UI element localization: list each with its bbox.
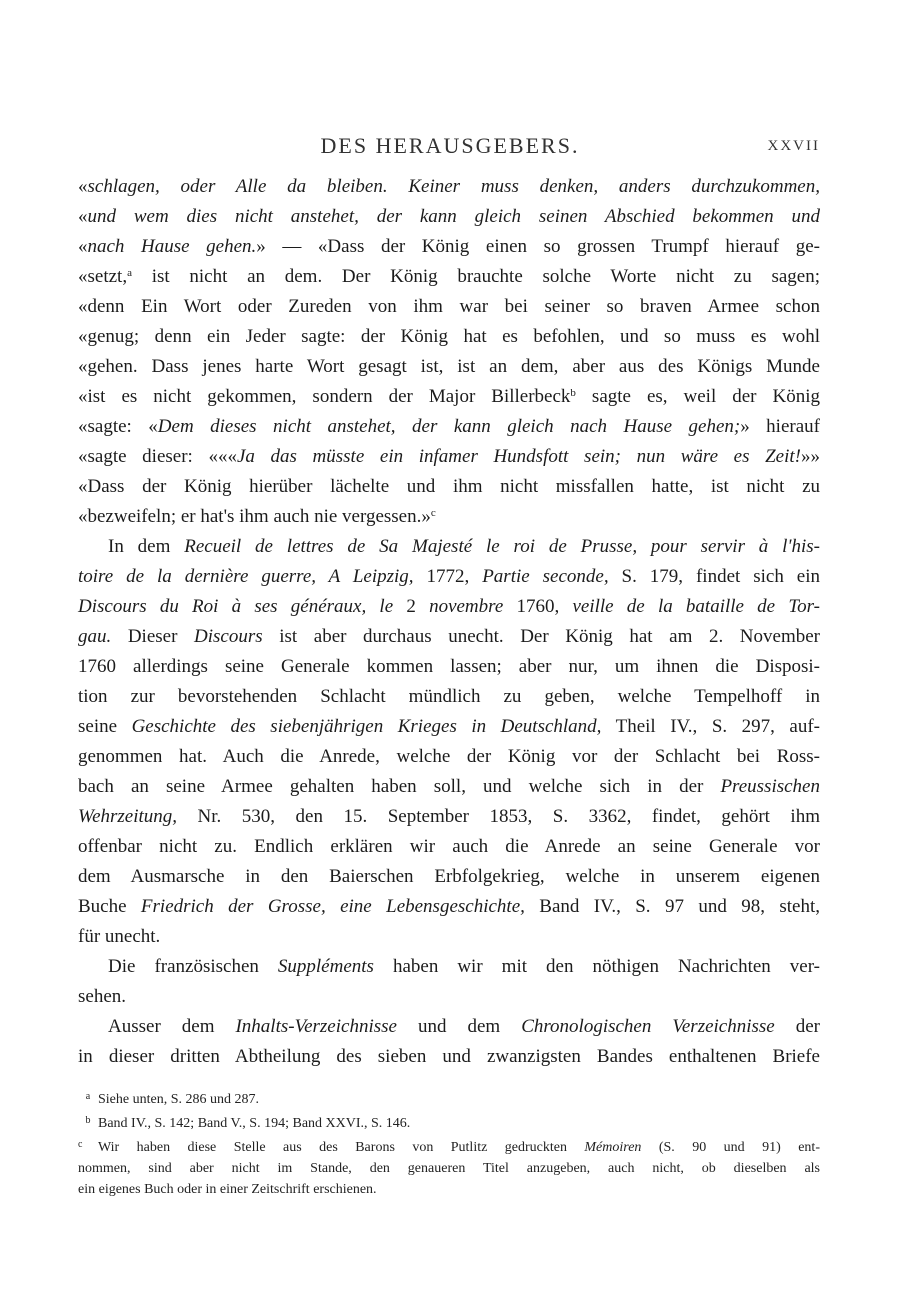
text-line: toire de la dernière guerre, A Leipzig, 1772, Partie seconde, S. 179, findet sich ein [78, 566, 821, 587]
text-line: offenbar nicht zu. Endlich erklären wir auch die Anrede an seine Generale vor [78, 836, 820, 857]
text-line: gau. Dieser Discours ist aber durchaus unecht. Der König hat am 2. November [78, 626, 820, 647]
paragraph-quote [78, 172, 820, 532]
text-line: Ausser dem Inhalts-Verzeichnisse und dem Chronologischen Verzeichnisse der [108, 1016, 820, 1037]
text-line: in dieser dritten Abtheilung des sieben und zwanzigsten Bandes enthaltenen Briefe [78, 1046, 820, 1067]
text-line: «setzt,$^a$ ist nicht an dem. Der König brauchte solche Worte nicht zu sagen; [78, 266, 820, 287]
text-line: dem Ausmarsche in den Baierschen Erbfolgekrieg, welche in unserem eigenen [78, 866, 820, 887]
text-line: «sagte: «Dem dieses nicht anstehet, der kann gleich nach Hause gehen;» hierauf [78, 416, 820, 437]
footnote-a: a Siehe unten, S. 286 und 287. [78, 1086, 820, 1110]
text-line: «genug; denn ein Jeder sagte: der König hat es befohlen, und so muss es wohl [78, 326, 820, 347]
text-line: «nach Hause gehen.» — «Dass der König einen so grossen Trumpf hierauf ge- [78, 236, 820, 257]
text-line: sehen. [78, 986, 127, 1007]
running-head-title: DES HERAUSGEBERS. [320, 133, 580, 158]
text-line: «bezweifeln; er hat's ihm auch nie vergessen.»$^c$ [78, 506, 436, 527]
footnote-ref-a: a [127, 267, 132, 279]
text-line: «und wem dies nicht anstehet, der kann gleich seinen Abschied bekommen und [78, 206, 820, 227]
text-line: bach an seine Armee gehalten haben soll, und welche sich in der Preussischen [78, 776, 820, 797]
footnote-ref-b: b [570, 387, 576, 399]
text-line: In dem Recueil de lettres de Sa Majesté le roi de Prusse, pour servir à l'his- [108, 536, 820, 557]
text-line: «denn Ein Wort oder Zureden von ihm war bei seiner so braven Armee schon [78, 296, 820, 317]
text-line: Wehrzeitung, Nr. 530, den 15. September 1853, S. 3362, findet, gehört ihm [78, 806, 820, 827]
footnote-b: b Band IV., S. 142; Band V., S. 194; Band XXVI., S. 146. [78, 1110, 820, 1134]
text-line: «schlagen, oder Alle da bleiben. Keiner muss denken, anders durchzukommen, [78, 176, 820, 197]
text-line: für unecht. [78, 926, 161, 947]
footnotes [78, 1086, 820, 1200]
footnote-ref-c: c [430, 507, 436, 519]
text-line: seine Geschichte des siebenjährigen Krieges in Deutschland, Theil IV., S. 297, auf- [78, 716, 820, 737]
body-text [78, 172, 820, 1072]
text-line: «ist es nicht gekommen, sondern der Major Billerbeck$^b$ sagte es, weil der König [78, 386, 820, 407]
text-line: «Dass der König hierüber lächelte und ihm nicht missfallen hatte, ist nicht zu [78, 476, 820, 497]
paragraph-recueil [78, 532, 820, 952]
footnote-c: c Wir haben diese Stelle aus des Barons von Putlitz gedruckten Mémoiren (S. 90 und 91) ent- [78, 1134, 820, 1158]
text-line: Die französischen Suppléments haben wir mit den nöthigen Nachrichten ver- [108, 956, 821, 977]
text-line: Buche Friedrich der Grosse, eine Lebensgeschichte, Band IV., S. 97 und 98, steht, [78, 896, 820, 917]
text-line: Discours du Roi à ses généraux, le 2 novembre 1760, veille de la bataille de Tor- [78, 596, 820, 617]
footnote-mark: c [78, 1139, 83, 1150]
paragraph-supplements [78, 952, 820, 1012]
footnote-mark: b [85, 1115, 91, 1126]
paragraph-verzeichnisse [78, 1012, 820, 1072]
text-line: tion zur bevorstehenden Schlacht mündlich zu geben, welche Tempelhoff in [78, 686, 820, 707]
footnote-c-line3: ein eigenes Buch oder in einer Zeitschrift erschienen. [78, 1182, 377, 1197]
page-number: XXVII [767, 138, 820, 154]
running-header [0, 133, 900, 163]
text-line: 1760 allerdings seine Generale kommen lassen; aber nur, um ihnen die Disposi- [78, 656, 820, 677]
text-line: «sagte dieser: «««Ja das müsste ein infamer Hundsfott sein; nun wäre es Zeit!»» [78, 446, 820, 467]
text-line: «gehen. Dass jenes harte Wort gesagt ist, ist an dem, aber aus des Königs Munde [78, 356, 820, 377]
footnote-c-line2: nommen, sind aber nicht im Stande, den genaueren Titel anzugeben, auch nicht, ob dieselben als [78, 1161, 820, 1176]
text-line: genommen hat. Auch die Anrede, welche der König vor der Schlacht bei Ross- [78, 746, 820, 767]
footnote-mark: a [85, 1091, 91, 1102]
